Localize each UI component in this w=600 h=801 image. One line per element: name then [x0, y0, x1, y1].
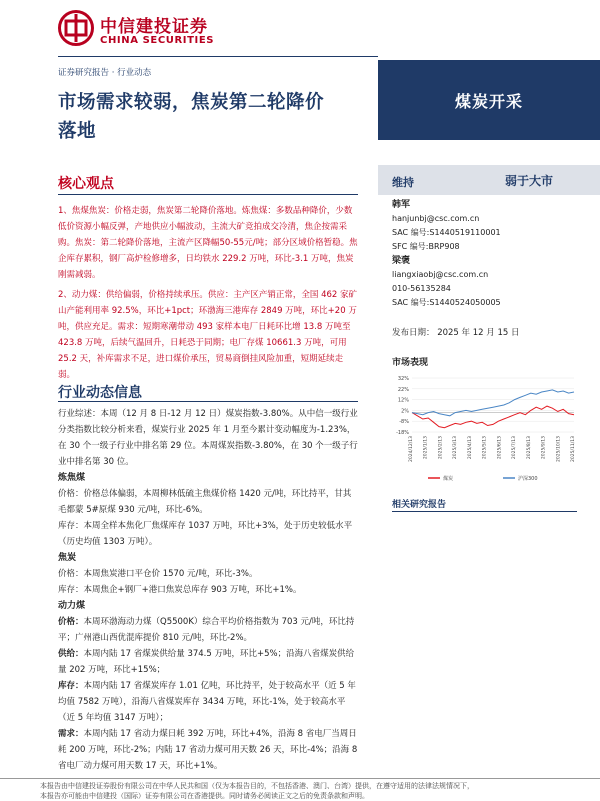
- coke-heading: 焦炭: [58, 553, 77, 563]
- core-view-paragraph-2: 2、动力煤：供给偏弱，价格持续承压。供应：主产区产销正常，全国 462 家矿山产能利用率 92.5%，环比+1pct；环渤海三港库存 2849 万吨，环比+20 万吨，供应充足。需求：短期寒潮带动 493 家样本电厂日耗环比增 13.8 万吨至 423.8 万吨，后续气温回升，日耗恐于同期；电厂存煤 10661.3 万吨，可用 25.2 天，补库需求不足，进口煤价承压，贸易商倒挂风险加重，短期延续走弱。: [58, 290, 358, 380]
- chart-y-tick-label: 32%: [397, 376, 409, 382]
- analyst-1-email: hanjunbj@csc.com.cn: [392, 214, 480, 223]
- publish-date: 发布日期： 2025 年 12 月 15 日: [392, 328, 520, 338]
- report-title-line-1: 市场需求较弱，焦炭第二轮降价: [58, 92, 325, 113]
- coke-stock: 库存：本周焦企+钢厂+港口焦炭总库存 903 万吨，环比+1%。: [58, 585, 302, 595]
- analyst-1-name: 韩军: [392, 200, 411, 210]
- coking-coal-heading: 炼焦煤: [58, 473, 86, 483]
- footer-divider: [0, 778, 600, 779]
- chart-y-tick-label: 2%: [401, 408, 409, 415]
- chart-x-tick-label: 2025/10/13: [556, 436, 562, 462]
- coke-price: 价格：本周焦炭港口平仓价 1570 元/吨，环比-3%。: [58, 569, 258, 579]
- related-reports-divider: [392, 511, 577, 512]
- chart-x-tick-label: 2025/4/13: [467, 436, 473, 460]
- analyst-2-email: liangxiaobj@csc.com.cn: [392, 270, 489, 279]
- core-view-body: [58, 203, 358, 387]
- thermal-coal-stock-label: 库存：: [58, 681, 84, 691]
- industry-activity-divider: [58, 401, 358, 402]
- industry-activity-heading: 行业动态信息: [58, 385, 142, 401]
- market-performance-chart: [388, 370, 583, 485]
- report-type-label: 证券研究报告 · 行业动态: [58, 68, 152, 78]
- logo-chinese-name: 中信建投证券: [100, 17, 208, 37]
- chart-series-line-2: [412, 390, 574, 416]
- industry-summary: 行业综述：本周（12 月 8 日-12 月 12 日）煤炭指数-3.80%。从中信一级行业分类指数比较分析来看，煤炭行业 2025 年 1 月至今累计变动幅度为-1.23%，在 30 个一级子行业中排名第 29 位。本周煤炭指数-3.80%，在 30 个一级子行业中排名第 30 位。: [58, 409, 358, 467]
- report-title: [58, 88, 358, 146]
- disclaimer-line-1: 本报告由中信建投证券股份有限公司在中华人民共和国（仅为本报告目的，不包括香港、澳门、台湾）提供，在遵守适用的法律法规情况下，: [40, 782, 474, 790]
- industry-activity-body: [58, 406, 358, 774]
- logo-english-name: CHINA SECURITIES: [100, 35, 215, 46]
- chart-legend-label: 沪深300: [518, 476, 538, 482]
- chart-x-tick-label: 2025/7/13: [512, 436, 518, 460]
- analyst-2: [392, 254, 501, 310]
- chart-y-tick-label: 12%: [397, 397, 409, 404]
- market-performance-heading: 市场表现: [392, 358, 429, 368]
- thermal-coal-demand-label: 需求：: [58, 729, 84, 739]
- chart-x-tick-label: 2025/11/13: [571, 436, 576, 462]
- chart-y-tick-label: 22%: [397, 386, 409, 393]
- thermal-coal-demand-text: 本周内陆 17 省动力煤日耗 392 万吨，环比+4%，沿海 8 省电厂当周日耗 200 万吨，环比-2%；内陆 17 省动力煤可用天数 26 天，环比-4%；沿海 8 省电厂动力煤可用天数 17 天，环比+1%。: [58, 729, 358, 771]
- chart-x-tick-label: 2025/1/13: [423, 436, 429, 460]
- analyst-2-sac: SAC 编号:S1440524050005: [392, 298, 501, 307]
- header-divider: [58, 56, 378, 57]
- rating-value: 弱于大市: [505, 174, 554, 188]
- chart-x-tick-label: 2025/6/13: [497, 436, 503, 460]
- chart-x-tick-label: 2024/12/13: [409, 436, 414, 462]
- coking-coal-stock: 库存：本周全样本焦化厂焦煤库存 1037 万吨，环比+3%，处于历史较低水平（历史均值 1303 万吨）。: [58, 521, 353, 547]
- thermal-coal-supply-label: 供给：: [58, 649, 84, 659]
- chart-x-tick-label: 2025/8/13: [526, 436, 532, 460]
- core-view-paragraph-1: 1、焦煤焦炭：价格走弱，焦炭第二轮降价落地。炼焦煤：多数品种降价，少数低价资源小幅反弹，产地供应小幅波动，主流大矿竞拍成交冷清，焦企按需采购。焦炭：第二轮降价落地，主流产区降幅50-55元/吨；部分区域价格暂稳。焦企库存累积，钢厂高炉检修增多，日均铁水 229.2 万吨，环比-3.1 万吨，焦炭刚需减弱。: [58, 206, 358, 280]
- disclaimer-footer: [40, 781, 595, 801]
- chart-legend-label: 煤炭: [443, 476, 454, 482]
- thermal-coal-price-text: 本周环渤海动力煤（Q5500K）综合平均价格指数为 703 元/吨，环比持平；广州港山西优混库提价 810 元/吨，环比-2%。: [58, 617, 355, 643]
- chart-series-line-1: [412, 406, 574, 428]
- chart-y-tick-label: -18%: [396, 430, 409, 436]
- company-logo-mark-icon: [58, 10, 94, 46]
- chart-x-tick-label: 2025/5/13: [482, 436, 488, 460]
- analyst-1-sfc: SFC 编号:BRP908: [392, 242, 460, 251]
- analyst-2-name: 梁褒: [392, 256, 411, 266]
- core-view-divider: [58, 194, 358, 195]
- analyst-2-phone: 010-56135284: [392, 284, 451, 293]
- chart-x-tick-label: 2025/2/13: [438, 436, 444, 460]
- industry-name: 煤炭开采: [454, 92, 523, 111]
- thermal-coal-supply-text: 本周内陆 17 省煤炭供给量 374.5 万吨，环比+5%；沿海八省煤炭供给量 202 万吨，环比+15%；: [58, 649, 355, 675]
- analyst-1-sac: SAC 编号:S1440519110001: [392, 228, 501, 237]
- rating-action: 维持: [392, 176, 414, 189]
- related-reports-heading: 相关研究报告: [392, 500, 447, 510]
- chart-y-tick-label: -8%: [399, 419, 409, 426]
- thermal-coal-price-label: 价格：: [58, 617, 84, 627]
- analyst-1: [392, 198, 501, 254]
- report-title-line-2: 落地: [58, 121, 97, 142]
- chart-x-tick-label: 2025/3/13: [453, 436, 459, 460]
- thermal-coal-supply: [58, 646, 358, 678]
- disclaimer-line-2: 本报告亦可能由中信建投（国际）证券有限公司在香港提供。同时请务必阅读正文之后的免责条款和声明。: [40, 792, 369, 800]
- industry-banner: [378, 60, 600, 140]
- company-logo: [58, 8, 218, 50]
- chart-x-tick-label: 2025/9/13: [541, 436, 547, 460]
- coking-coal-price: 价格：价格总体偏弱，本周柳林低硫主焦煤价格 1420 元/吨，环比持平，甘其毛都蒙 5#原煤 930 元/吨，环比-6%。: [58, 489, 352, 515]
- thermal-coal-stock: [58, 678, 358, 726]
- thermal-coal-heading: 动力煤: [58, 601, 86, 611]
- thermal-coal-price: [58, 614, 358, 646]
- thermal-coal-stock-text: 本周内陆 17 省煤炭库存 1.01 亿吨，环比持平，处于较高水平（近 5 年均值 7582 万吨），沿海八省煤炭库存 3434 万吨，环比-1%，处于较高水平（近 5 年均值 3147 万吨）；: [58, 681, 356, 723]
- thermal-coal-demand: [58, 726, 358, 774]
- core-view-heading: 核心观点: [58, 176, 114, 192]
